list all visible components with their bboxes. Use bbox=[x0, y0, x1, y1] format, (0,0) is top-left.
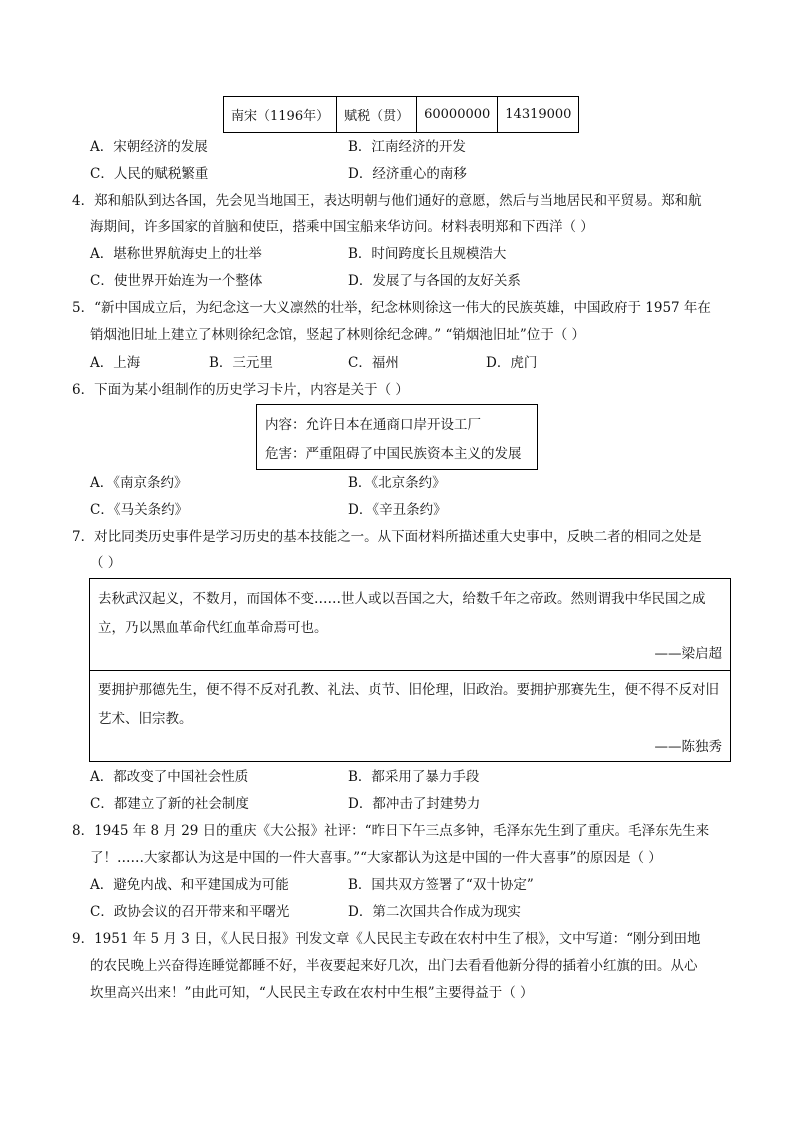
q6-option-b: B．《北京条约》 bbox=[348, 475, 446, 491]
q4-option-d: D．发展了与各国的友好关系 bbox=[348, 273, 521, 289]
q6-option-c: C．《马关条约》 bbox=[90, 502, 189, 518]
table-cell: 14319000 bbox=[498, 97, 579, 133]
q4-option-c: C．使世界开始连为一个整体 bbox=[90, 273, 263, 289]
q4-option-b: B．时间跨度长且规模浩大 bbox=[348, 246, 507, 262]
author-liang: ——梁启超 bbox=[654, 646, 722, 662]
material-box bbox=[89, 578, 731, 762]
q3-option-d: D．经济重心的南移 bbox=[348, 166, 467, 182]
tax-table bbox=[223, 96, 579, 133]
q7-option-c: C．都建立了新的社会制度 bbox=[90, 796, 249, 812]
q5-option-b: B．三元里 bbox=[209, 355, 273, 371]
card-content-line: 内容：允许日本在通商口岸开设工厂 bbox=[265, 417, 481, 433]
table-cell: 赋税（贯） bbox=[337, 97, 417, 133]
q4-stem-line2: 海期间，许多国家的首脑和使臣，搭乘中国宝船来华访问。材料表明郑和下西洋（ ） bbox=[90, 219, 594, 235]
q8-option-d: D．第二次国共合作成为现实 bbox=[348, 904, 521, 920]
q3-option-c: C．人民的赋税繁重 bbox=[90, 166, 209, 182]
q5-stem-line1: 5．“新中国成立后，为纪念这一大义凛然的壮举，纪念林则徐这一伟大的民族英雄，中国政府于 1957 年在 bbox=[72, 300, 711, 316]
q9-stem-line3: 坎里高兴出来！”由此可知，“人民民主专政在农村中生根”主要得益于（ ） bbox=[90, 985, 534, 1001]
q6-stem: 6．下面为某小组制作的历史学习卡片，内容是关于（ ） bbox=[72, 382, 409, 398]
q7-option-b: B．都采用了暴力手段 bbox=[348, 769, 480, 785]
q5-option-a: A．上海 bbox=[90, 355, 141, 371]
q4-option-a: A．堪称世界航海史上的壮举 bbox=[90, 246, 262, 262]
q8-option-b: B．国共双方签署了“双十协定” bbox=[348, 877, 534, 893]
quote-chen: 要拥护那德先生，便不得不反对孔教、礼法、贞节、旧伦理，旧政治。要拥护那赛先生，便不得不反对旧艺术、旧宗教。 bbox=[98, 682, 719, 727]
q6-option-a: A．《南京条约》 bbox=[90, 475, 188, 491]
q3-option-a: A．宋朝经济的发展 bbox=[90, 139, 208, 155]
q8-option-a: A．避免内战、和平建国成为可能 bbox=[90, 877, 289, 893]
table-cell: 60000000 bbox=[417, 97, 498, 133]
table-row bbox=[224, 97, 579, 133]
q7-stem-line1: 7．对比同类历史事件是学习历史的基本技能之一。从下面材料所描述重大史事中，反映二者的相同之处是 bbox=[72, 529, 702, 545]
q4-stem-line1: 4．郑和船队到达各国，先会见当地国王，表达明朝与他们通好的意愿，然后与当地居民和平贸易。郑和航 bbox=[72, 193, 702, 209]
quote-liang: 去秋武汉起义，不数月，而国体不变……世人或以吾国之大，给数千年之帝政。然则谓我中华民国之成立，乃以黑血革命代红血革命焉可也。 bbox=[98, 591, 706, 636]
q8-option-c: C．政协会议的召开带来和平曙光 bbox=[90, 904, 290, 920]
card-harm-line: 危害：严重阻碍了中国民族资本主义的发展 bbox=[265, 446, 522, 462]
study-card bbox=[256, 404, 538, 470]
q7-option-d: D．都冲击了封建势力 bbox=[348, 796, 481, 812]
q9-stem-line2: 的农民晚上兴奋得连睡觉都睡不好，半夜要起来好几次，出门去看看他新分得的插着小红旗的田。从心 bbox=[90, 958, 698, 974]
q7-stem-line2: （ ） bbox=[90, 555, 122, 571]
author-chen: ——陈独秀 bbox=[654, 739, 722, 755]
q5-option-d: D．虎门 bbox=[486, 355, 538, 371]
q9-stem-line1: 9．1951 年 5 月 3 日，《人民日报》刊发文章《人民民主专政在农村中生了根》，文中写道：“刚分到田地 bbox=[72, 931, 701, 947]
q8-stem-line2: 了！……大家都认为这是中国的一件大喜事。”“大家都认为这是中国的一件大喜事”的原因是（ ） bbox=[90, 850, 662, 866]
q6-option-d: D．《辛丑条约》 bbox=[348, 502, 447, 518]
q8-stem-line1: 8．1945 年 8 月 29 日的重庆《大公报》社评：“昨日下午三点多钟，毛泽东先生到了重庆。毛泽东先生来 bbox=[72, 823, 710, 839]
table-cell: 南宋（1196年） bbox=[224, 97, 337, 133]
q5-stem-line2: 销烟池旧址上建立了林则徐纪念馆，竖起了林则徐纪念碑。” “销烟池旧址”位于（ ） bbox=[90, 327, 586, 343]
q7-option-a: A．都改变了中国社会性质 bbox=[90, 769, 249, 785]
quote-divider bbox=[90, 670, 730, 671]
q3-option-b: B．江南经济的开发 bbox=[348, 139, 466, 155]
q5-option-c: C．福州 bbox=[348, 355, 399, 371]
